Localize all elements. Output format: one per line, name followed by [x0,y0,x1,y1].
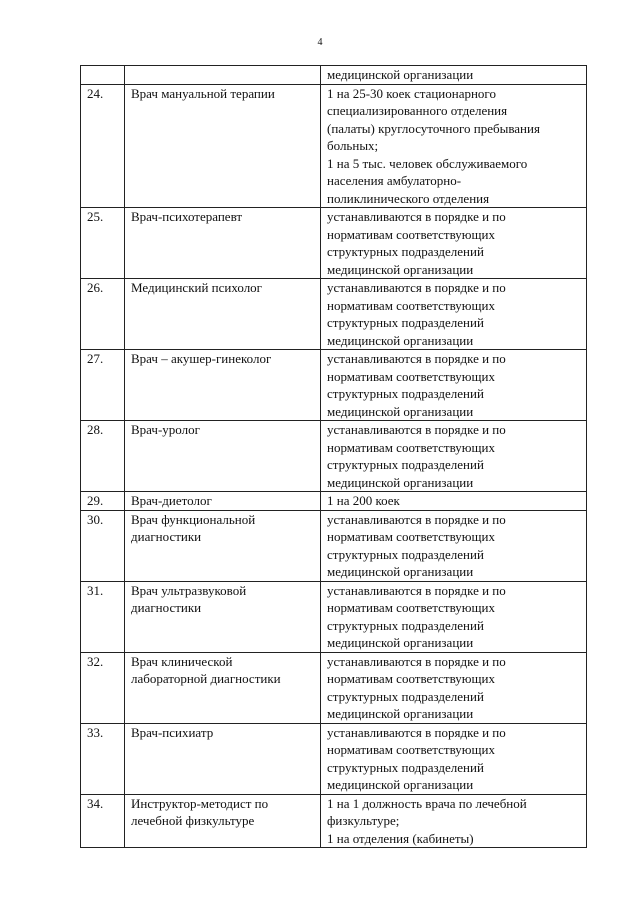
position-cell [125,208,321,279]
norm-cell [321,421,587,492]
position-name: Врач функциональной диагностики [131,511,256,544]
row-number: 29. [87,493,104,508]
table-row [81,350,587,421]
row-number: 26. [87,280,104,295]
row-number-cell [81,421,125,492]
row-number: 32. [87,653,104,669]
position-name: Врач ультразвуковой диагностики [131,582,247,615]
staffing-table [80,65,587,848]
position-name: Врач-диетолог [131,493,212,508]
position-cell [125,421,321,492]
row-number-cell [81,581,125,652]
table-row [81,794,587,848]
staffing-norm: устанавливаются в порядке и по нормативам соответствующих структурных подразделений медицинской организации [327,582,506,650]
position-name: Врач клинической лабораторной диагностики [131,653,281,686]
row-number: 27. [87,351,104,366]
row-number-cell [81,492,125,511]
position-name: Врач-уролог [131,422,200,437]
row-number-cell [81,350,125,421]
staffing-norm: устанавливаются в порядке и по нормативам соответствующих структурных подразделений медицинской организации [327,653,506,721]
row-number-cell [81,794,125,848]
norm-cell [321,652,587,723]
position-cell [125,66,321,85]
position-name: Врач – акушер-гинеколог [131,351,272,366]
position-cell [125,510,321,581]
row-number-cell [81,510,125,581]
table-row [81,581,587,652]
staffing-norm: устанавливаются в порядке и по нормативам соответствующих структурных подразделений медицинской организации [327,724,506,792]
row-number-cell [81,723,125,794]
norm-cell [321,279,587,350]
position-name: Врач мануальной терапии [131,85,275,101]
position-name: Инструктор-методист по лечебной физкультуре [131,795,269,828]
norm-cell [321,492,587,511]
row-number-cell [81,208,125,279]
table-row [81,510,587,581]
staffing-norm: устанавливаются в порядке и по нормативам соответствующих структурных подразделений медицинской организации [327,511,506,579]
row-number: 33. [87,724,104,740]
table-row [81,84,587,208]
position-name: Врач-психотерапевт [131,209,243,224]
table-row [81,652,587,723]
norm-cell [321,794,587,848]
row-number: 34. [87,795,104,811]
staffing-norm: устанавливаются в порядке и по нормативам соответствующих структурных подразделений медицинской организации [327,351,506,419]
position-cell [125,723,321,794]
position-cell [125,581,321,652]
page-number: 4 [317,37,323,48]
position-cell [125,279,321,350]
table-row [81,66,587,85]
row-number: 28. [87,422,104,437]
position-cell [125,794,321,848]
position-cell [125,652,321,723]
staffing-norm: устанавливаются в порядке и по нормативам соответствующих структурных подразделений медицинской организации [327,280,506,348]
norm-cell [321,723,587,794]
row-number: 31. [87,582,104,598]
row-number-cell [81,652,125,723]
norm-cell [321,581,587,652]
staffing-norm: устанавливаются в порядке и по нормативам соответствующих структурных подразделений медицинской организации [327,209,506,277]
row-number: 24. [87,85,104,101]
table-row [81,279,587,350]
staffing-norm: устанавливаются в порядке и по нормативам соответствующих структурных подразделений медицинской организации [327,422,506,490]
position-cell [125,492,321,511]
position-cell [125,84,321,208]
staffing-norm: 1 на 1 должность врача по лечебной физкультуре; 1 на отделения (кабинеты) [327,795,527,846]
norm-cell [321,208,587,279]
row-number-cell [81,66,125,85]
staffing-norm: 1 на 200 коек [327,493,400,508]
position-cell [125,350,321,421]
row-number: 30. [87,511,104,527]
staffing-table-body [81,66,587,848]
position-name: Медицинский психолог [131,280,263,295]
position-name: Врач-психиатр [131,724,214,740]
table-row [81,421,587,492]
norm-cell [321,66,587,85]
staffing-norm: 1 на 25-30 коек стационарного специализированного отделения (палаты) круглосуточного пребывания больных; 1 на 5 тыс. человек обслуживаемого населения амбулаторно- поликлинического отделения [327,85,540,206]
norm-cell [321,350,587,421]
table-row [81,208,587,279]
norm-cell [321,510,587,581]
table-row [81,723,587,794]
norm-cell [321,84,587,208]
row-number-cell [81,279,125,350]
row-number: 25. [87,209,104,224]
table-row [81,492,587,511]
row-number-cell [81,84,125,208]
staffing-norm: медицинской организации [327,67,474,82]
